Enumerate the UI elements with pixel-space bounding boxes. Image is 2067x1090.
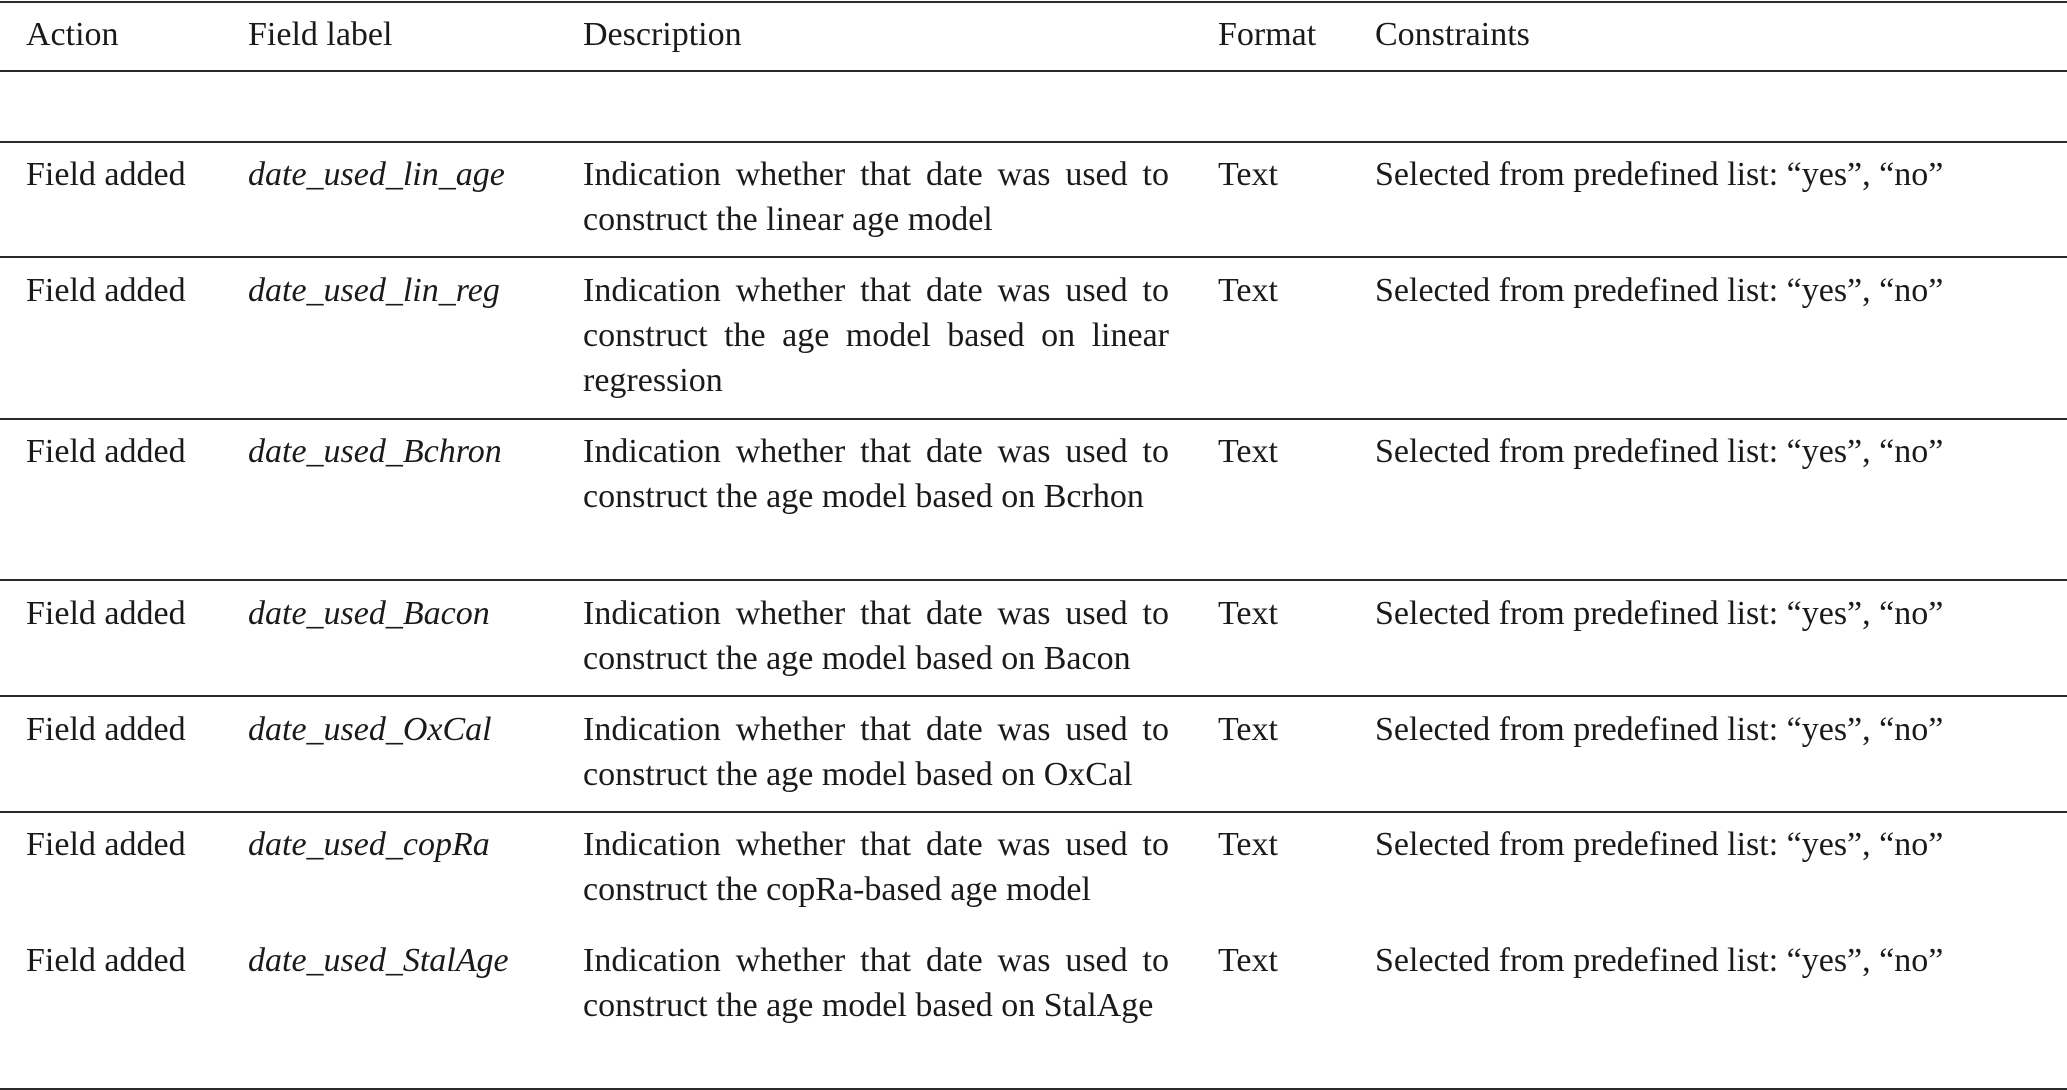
row-description: Indication whether that date was used to construct the age model based on linear regression	[583, 272, 1169, 399]
row-separator	[0, 141, 2067, 143]
row-field-label: date_used_StalAge	[248, 942, 509, 979]
row-separator	[0, 811, 2067, 813]
row-constraints: Selected from predefined list: “yes”, “no”	[1375, 711, 1944, 748]
header-action: Action	[26, 16, 119, 53]
row-field-label: date_used_lin_reg	[248, 272, 500, 309]
header-bottom-rule	[0, 70, 2067, 72]
row-field-label: date_used_Bchron	[248, 433, 502, 470]
row-description: Indication whether that date was used to construct the age model based on StalAge	[583, 942, 1169, 1024]
row-format: Text	[1218, 711, 1278, 748]
table-top-rule	[0, 1, 2067, 3]
row-description: Indication whether that date was used to construct the age model based on Bacon	[583, 595, 1169, 677]
row-action: Field added	[26, 711, 186, 748]
row-action: Field added	[26, 272, 186, 309]
row-format: Text	[1218, 595, 1278, 632]
row-action: Field added	[26, 826, 186, 863]
row-separator	[0, 695, 2067, 697]
row-constraints: Selected from predefined list: “yes”, “no”	[1375, 272, 1944, 309]
header-description: Description	[583, 16, 742, 53]
row-constraints: Selected from predefined list: “yes”, “no”	[1375, 826, 1944, 863]
row-action: Field added	[26, 942, 186, 979]
row-separator	[0, 256, 2067, 258]
row-separator	[0, 579, 2067, 581]
row-action: Field added	[26, 595, 186, 632]
header-format: Format	[1218, 16, 1317, 53]
row-field-label: date_used_copRa	[248, 826, 490, 863]
row-action: Field added	[26, 433, 186, 470]
row-format: Text	[1218, 942, 1278, 979]
row-field-label: date_used_lin_age	[248, 156, 505, 193]
header-constraints: Constraints	[1375, 16, 1530, 53]
row-description: Indication whether that date was used to construct the age model based on OxCal	[583, 711, 1169, 793]
row-format: Text	[1218, 272, 1278, 309]
row-description: Indication whether that date was used to construct the copRa-based age model	[583, 826, 1169, 908]
row-action: Field added	[26, 156, 186, 193]
row-format: Text	[1218, 433, 1278, 470]
row-field-label: date_used_OxCal	[248, 711, 492, 748]
row-format: Text	[1218, 826, 1278, 863]
row-constraints: Selected from predefined list: “yes”, “no”	[1375, 942, 1944, 979]
row-constraints: Selected from predefined list: “yes”, “no”	[1375, 433, 1944, 470]
row-separator	[0, 418, 2067, 420]
header-field-label: Field label	[248, 16, 393, 53]
row-constraints: Selected from predefined list: “yes”, “no”	[1375, 156, 1944, 193]
row-description: Indication whether that date was used to construct the linear age model	[583, 156, 1169, 238]
row-field-label: date_used_Bacon	[248, 595, 490, 632]
row-description: Indication whether that date was used to construct the age model based on Bcrhon	[583, 433, 1169, 515]
row-constraints: Selected from predefined list: “yes”, “no”	[1375, 595, 1944, 632]
row-format: Text	[1218, 156, 1278, 193]
